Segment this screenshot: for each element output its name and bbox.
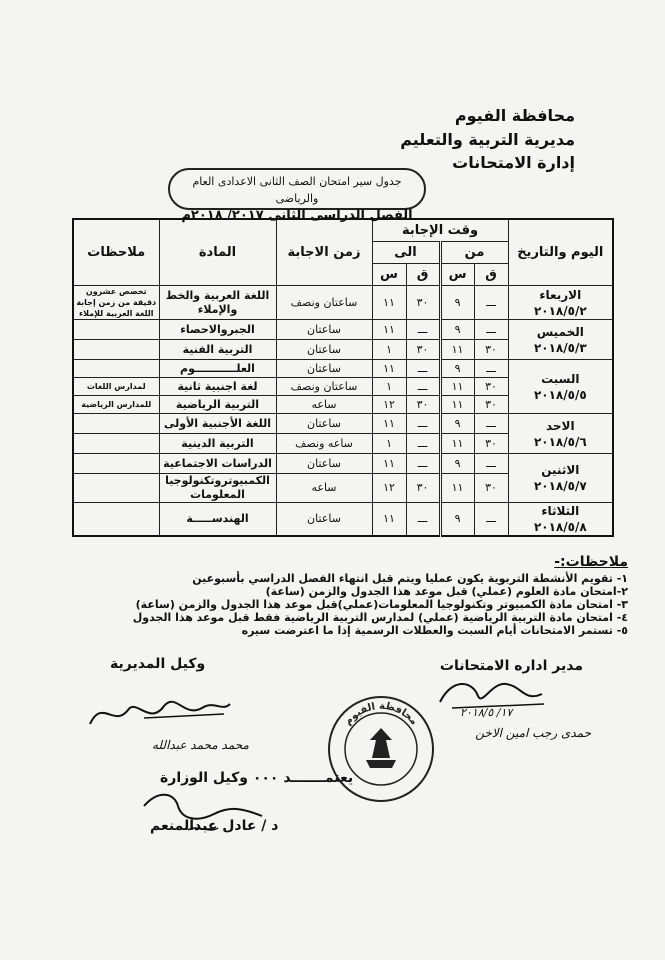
notes-heading: ملاحظات:- xyxy=(554,554,628,570)
day-name: الاثنين xyxy=(541,463,580,477)
exam-date: ٢٠١٨/٥/٨ xyxy=(533,520,587,534)
to-hours-cell: ١١ xyxy=(372,454,406,474)
col-day-date: اليوم والتاريخ xyxy=(508,219,613,286)
schedule-title: جدول سير امتحان الصف الثانى الاعدادى العام والرياضى xyxy=(192,175,402,205)
notes-cell xyxy=(73,474,159,503)
table-row xyxy=(73,503,613,537)
schedule-title-box xyxy=(168,168,426,223)
day-name: الثلاثاء xyxy=(541,504,580,518)
ministry-deputy-name: د / عادل عبدالمنعم xyxy=(150,818,279,834)
subject-cell: العلـــــــــــوم xyxy=(159,360,276,378)
notes-cell xyxy=(73,320,159,340)
duration-cell: ساعتان ونصف xyxy=(276,378,372,396)
official-seal xyxy=(326,694,436,804)
day-date-cell xyxy=(508,503,613,537)
exam-date: ٢٠١٨/٥/٥ xyxy=(533,387,587,402)
to-minutes-cell: ـــ xyxy=(406,434,440,454)
to-minutes-cell: ٣٠ xyxy=(406,474,440,503)
subject-cell: التربية الفنية xyxy=(159,340,276,360)
to-minutes-cell: ـــ xyxy=(406,378,440,396)
from-hours-cell: ١١ xyxy=(440,434,474,454)
deputy-signature xyxy=(84,688,234,734)
exam-director-name: حمدى رجب امين الاخن xyxy=(475,726,591,740)
to-minutes-cell: ـــ xyxy=(406,454,440,474)
from-hours-cell: ١١ xyxy=(440,396,474,414)
from-hours-cell: ١١ xyxy=(440,378,474,396)
duration-cell: ساعتان xyxy=(276,414,372,434)
exam-director-title: مدير اداره الامتحانات xyxy=(439,658,583,674)
to-hours-cell: ١ xyxy=(372,378,406,396)
notes-cell xyxy=(73,360,159,378)
exam-director-date: ١٧/ ٢٠١٨/٥ xyxy=(460,706,513,719)
from-minutes-cell: ٣٠ xyxy=(474,340,508,360)
to-minutes-cell: ـــ xyxy=(406,503,440,537)
duration-cell: ساعتان xyxy=(276,340,372,360)
col-subject: المادة xyxy=(159,219,276,286)
subject-cell: الهندســـــة xyxy=(159,503,276,537)
to-hours-cell: ١٢ xyxy=(372,474,406,503)
day-date-cell xyxy=(508,414,613,454)
day-name: الخميس xyxy=(536,324,584,339)
seal-text: محافظة الفيوم xyxy=(342,700,420,728)
to-hours-cell: ١١ xyxy=(372,286,406,320)
exams-department-label: إدارة الامتحانات xyxy=(452,153,575,172)
col-from: من xyxy=(440,242,508,264)
subject-cell: التربية الدينية xyxy=(159,434,276,454)
from-minutes-cell: ـــ xyxy=(474,503,508,537)
from-minutes-cell: ـــ xyxy=(474,454,508,474)
exam-date: ٢٠١٨/٥/٦ xyxy=(533,434,587,449)
from-hours-cell: ١١ xyxy=(440,474,474,503)
col-to-hours: س xyxy=(372,264,406,286)
duration-cell: ساعتان ونصف xyxy=(276,286,372,320)
from-hours-cell: ٩ xyxy=(440,320,474,340)
subject-cell: لغة اجنبية ثانية xyxy=(159,378,276,396)
subject-cell: التربية الرياضية xyxy=(159,396,276,414)
exam-date: ٢٠١٨/٥/٣ xyxy=(533,340,587,355)
note-item: ١- تقويم الأنشطة التربوية يكون عمليا ويتم قبل انتهاء الفصل الدراسي بأسبوعين xyxy=(192,572,628,585)
to-minutes-cell: ٣٠ xyxy=(406,340,440,360)
to-minutes-cell: ٣٠ xyxy=(406,286,440,320)
from-hours-cell: ٩ xyxy=(440,360,474,378)
to-hours-cell: ١ xyxy=(372,340,406,360)
from-minutes-cell: ـــ xyxy=(474,286,508,320)
deputy-name: محمد محمد عبدالله xyxy=(152,738,249,752)
day-date-cell xyxy=(508,286,613,320)
note-item: ٣- امتحان مادة الكمبيوتر وتكنولوجيا المعلومات(عملي)قبل موعد هذا الجدول والزمن (ساعة) xyxy=(135,598,628,611)
to-minutes-cell: ـــ xyxy=(406,360,440,378)
notes-cell xyxy=(73,414,159,434)
notes-cell xyxy=(73,454,159,474)
subject-cell: اللغة الأجنبية الأولى xyxy=(159,414,276,434)
from-minutes-cell: ـــ xyxy=(474,360,508,378)
subject-cell: الجبروالاحصاء xyxy=(159,320,276,340)
to-minutes-cell: ـــ xyxy=(406,320,440,340)
subject-cell: اللغة العربية والخط والإملاء xyxy=(159,286,276,320)
to-minutes-cell: ـــ xyxy=(406,414,440,434)
notes-cell xyxy=(73,434,159,454)
from-minutes-cell: ٣٠ xyxy=(474,474,508,503)
col-to-minutes: ق xyxy=(406,264,440,286)
table-row xyxy=(73,320,613,340)
exam-date: ٢٠١٨/٥/٢ xyxy=(533,303,587,318)
note-item: ٤- امتحان مادة التربية الرياضية (عملي) لمدارس التربية الرياضية فقط قبل موعد هذا الجدول xyxy=(132,611,628,624)
to-hours-cell: ١ xyxy=(372,434,406,454)
from-hours-cell: ٩ xyxy=(440,286,474,320)
to-hours-cell: ١١ xyxy=(372,414,406,434)
from-minutes-cell: ٣٠ xyxy=(474,378,508,396)
notes-section xyxy=(108,556,628,637)
duration-cell: ساعتان xyxy=(276,503,372,537)
table-row xyxy=(73,454,613,474)
day-date-cell xyxy=(508,360,613,414)
to-hours-cell: ١١ xyxy=(372,320,406,340)
notes-cell: للمدارس الرياضية xyxy=(73,396,159,414)
notes-cell: لمدارس اللغات xyxy=(73,378,159,396)
governorate-label: محافظة الفيوم xyxy=(454,106,575,125)
col-duration: زمن الاجابة xyxy=(276,219,372,286)
from-hours-cell: ٩ xyxy=(440,503,474,537)
to-hours-cell: ١٢ xyxy=(372,396,406,414)
day-date-cell xyxy=(508,320,613,360)
note-item: ٢-امتحان مادة العلوم (عملي) قبل موعد هذا الجدول والزمن (ساعة) xyxy=(265,585,628,598)
from-minutes-cell: ٣٠ xyxy=(474,396,508,414)
from-hours-cell: ٩ xyxy=(440,454,474,474)
to-hours-cell: ١١ xyxy=(372,360,406,378)
subject-cell: الكمبيوتروتكنولوجيا المعلومات xyxy=(159,474,276,503)
directorate-label: مديرية التربية والتعليم xyxy=(400,130,575,149)
duration-cell: ساعه xyxy=(276,396,372,414)
from-hours-cell: ٩ xyxy=(440,414,474,434)
col-answer-time: وقت الإجابة xyxy=(372,219,508,242)
duration-cell: ساعه xyxy=(276,474,372,503)
notes-cell xyxy=(73,503,159,537)
note-item: ٥- تستمر الامتحانات أيام السبت والعطلات الرسمية إذا ما اعترضت سيره xyxy=(241,624,628,637)
day-name: الاحد xyxy=(545,418,575,433)
col-from-minutes: ق xyxy=(474,264,508,286)
exam-schedule-table xyxy=(72,218,614,537)
duration-cell: ساعه ونصف xyxy=(276,434,372,454)
from-minutes-cell: ٣٠ xyxy=(474,434,508,454)
subject-cell: الدراسات الاجتماعية xyxy=(159,454,276,474)
table-row xyxy=(73,360,613,378)
schedule-body xyxy=(73,286,613,537)
from-minutes-cell: ـــ xyxy=(474,414,508,434)
day-date-cell xyxy=(508,454,613,503)
day-name: السبت xyxy=(541,371,580,386)
table-row xyxy=(73,286,613,320)
col-notes: ملاحظات xyxy=(73,219,159,286)
col-from-hours: س xyxy=(440,264,474,286)
duration-cell: ساعتان xyxy=(276,360,372,378)
to-minutes-cell: ٣٠ xyxy=(406,396,440,414)
approval-title: يعتمـــــــد ٠٠٠ وكيل الوزارة xyxy=(160,770,354,786)
col-to: الى xyxy=(372,242,440,264)
to-hours-cell: ١١ xyxy=(372,503,406,537)
notes-list xyxy=(108,572,628,637)
day-name: الاربعاء xyxy=(539,287,582,302)
notes-cell: تخصص عشرون دقيقة من زمن إجابة اللغة العربية للإملاء xyxy=(73,286,159,320)
table-row xyxy=(73,414,613,434)
duration-cell: ساعتان xyxy=(276,454,372,474)
duration-cell: ساعتان xyxy=(276,320,372,340)
deputy-directorate-title: وكيل المديرية xyxy=(110,656,206,672)
exam-date: ٢٠١٨/٥/٧ xyxy=(533,479,587,493)
from-hours-cell: ١١ xyxy=(440,340,474,360)
from-minutes-cell: ـــ xyxy=(474,320,508,340)
notes-cell xyxy=(73,340,159,360)
schedule-term: الفصل الدراسى الثانى ٢٠١٧/ ٢٠١٨م xyxy=(181,208,413,223)
